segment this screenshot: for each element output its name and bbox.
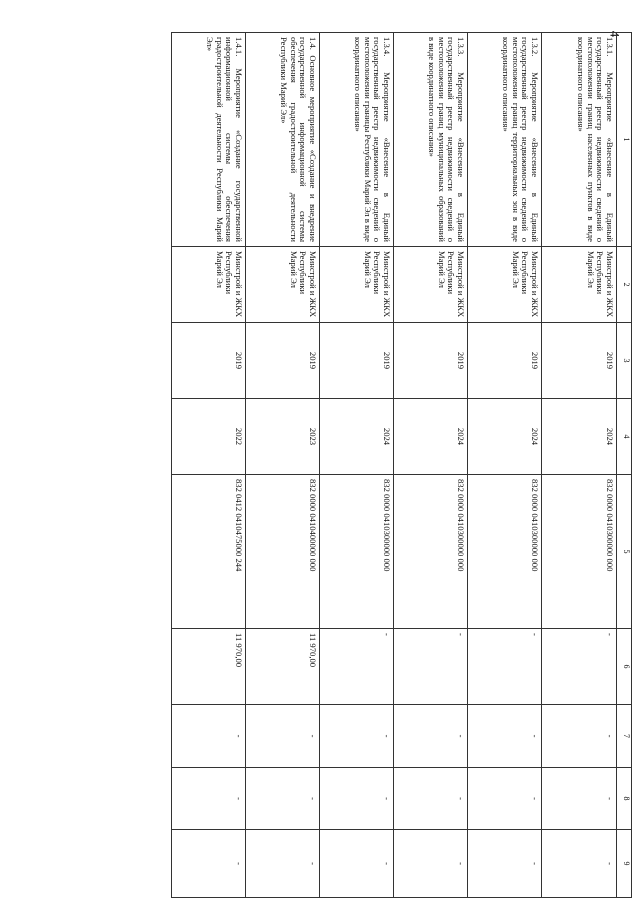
amount-col-9: - [320, 830, 394, 898]
header-row [617, 33, 632, 898]
page-number: 4 [607, 30, 623, 38]
executor: Минстрой и ЖКХ Республики Марий Эл [542, 247, 617, 323]
column-header-6: 6 [617, 629, 632, 705]
start-year: 2019 [468, 323, 542, 399]
measure-name: 1.3.4. Мероприятие «Внесение в Единый государственный реестр недвижимости сведений о местоположении границы Республики Марий Эл в виде координатного описания» [320, 33, 394, 247]
column-header-8: 8 [617, 768, 632, 830]
amount-col-7: - [468, 705, 542, 768]
budget-code: 832 0000 0410300000 000 [468, 475, 542, 629]
start-year: 2019 [320, 323, 394, 399]
budget-code: 832 0000 0410400000 000 [246, 475, 320, 629]
table-row [320, 33, 394, 898]
rotated-page [100, 32, 632, 897]
column-header-3: 3 [617, 323, 632, 399]
executor: Минстрой и ЖКХ Республики Марий Эл [320, 247, 394, 323]
end-year: 2024 [394, 399, 468, 475]
amount-col-8: - [542, 768, 617, 830]
measure-name: 1.3.2. Мероприятие «Внесение в Единый государственный реестр недвижимости сведений о местоположении границ территориальных зон в виде координатного описания» [468, 33, 542, 247]
end-year: 2022 [172, 399, 246, 475]
program-measures-table [171, 32, 632, 898]
start-year: 2019 [172, 323, 246, 399]
amount-col-6: - [320, 629, 394, 705]
amount-col-9: - [246, 830, 320, 898]
measure-name: 1.4. Основное мероприятие «Создание и внедрение государственной информационной системы обеспечения градостроительной деятельности Республики Марий Эл» [246, 33, 320, 247]
amount-col-7: - [320, 705, 394, 768]
amount-col-7: - [394, 705, 468, 768]
budget-code: 832 0412 0410475000 244 [172, 475, 246, 629]
executor: Минстрой и ЖКХ Республики Марий Эл [394, 247, 468, 323]
amount-col-8: - [394, 768, 468, 830]
amount-col-6: - [468, 629, 542, 705]
table-row [468, 33, 542, 898]
table-row [172, 33, 246, 898]
table-row [542, 33, 617, 898]
start-year: 2019 [542, 323, 617, 399]
amount-col-7: - [172, 705, 246, 768]
amount-col-6: 11 970,00 [246, 629, 320, 705]
amount-col-6: 11 970,00 [172, 629, 246, 705]
column-header-5: 5 [617, 475, 632, 629]
start-year: 2019 [246, 323, 320, 399]
amount-col-7: - [542, 705, 617, 768]
amount-col-9: - [542, 830, 617, 898]
amount-col-8: - [320, 768, 394, 830]
executor: Минстрой и ЖКХ Республики Марий Эл [468, 247, 542, 323]
amount-col-8: - [468, 768, 542, 830]
amount-col-6: - [542, 629, 617, 705]
executor: Минстрой и ЖКХ Республики Марий Эл [172, 247, 246, 323]
budget-code: 832 0000 0410300000 000 [320, 475, 394, 629]
measure-name: 1.3.1. Мероприятие «Внесение в Единый государственный реестр недвижимости сведений о местоположении границ населенных пунктов в виде координатного описания» [542, 33, 617, 247]
column-header-2: 2 [617, 247, 632, 323]
end-year: 2024 [542, 399, 617, 475]
budget-code: 832 0000 0410300000 000 [394, 475, 468, 629]
end-year: 2023 [246, 399, 320, 475]
column-header-4: 4 [617, 399, 632, 475]
executor: Минстрой и ЖКХ Республики Марий Эл [246, 247, 320, 323]
budget-code: 832 0000 0410300000 000 [542, 475, 617, 629]
measure-name: 1.4.1. Мероприятие «Создание государственной информационной системы обеспечения градостроительной деятельности Республики Марий Эл» [172, 33, 246, 247]
end-year: 2024 [320, 399, 394, 475]
amount-col-7: - [246, 705, 320, 768]
end-year: 2024 [468, 399, 542, 475]
table-body [172, 33, 617, 898]
column-header-1: 1 [617, 33, 632, 247]
measure-name: 1.3.3. Мероприятие «Внесение в Единый государственный реестр недвижимости сведений о местоположении границ муниципальных образований в виде координатного описания» [394, 33, 468, 247]
amount-col-8: - [172, 768, 246, 830]
amount-col-8: - [246, 768, 320, 830]
column-header-9: 9 [617, 830, 632, 898]
amount-col-6: - [394, 629, 468, 705]
column-header-7: 7 [617, 705, 632, 768]
amount-col-9: - [468, 830, 542, 898]
table-row [246, 33, 320, 898]
table-row [394, 33, 468, 898]
start-year: 2019 [394, 323, 468, 399]
amount-col-9: - [394, 830, 468, 898]
amount-col-9: - [172, 830, 246, 898]
